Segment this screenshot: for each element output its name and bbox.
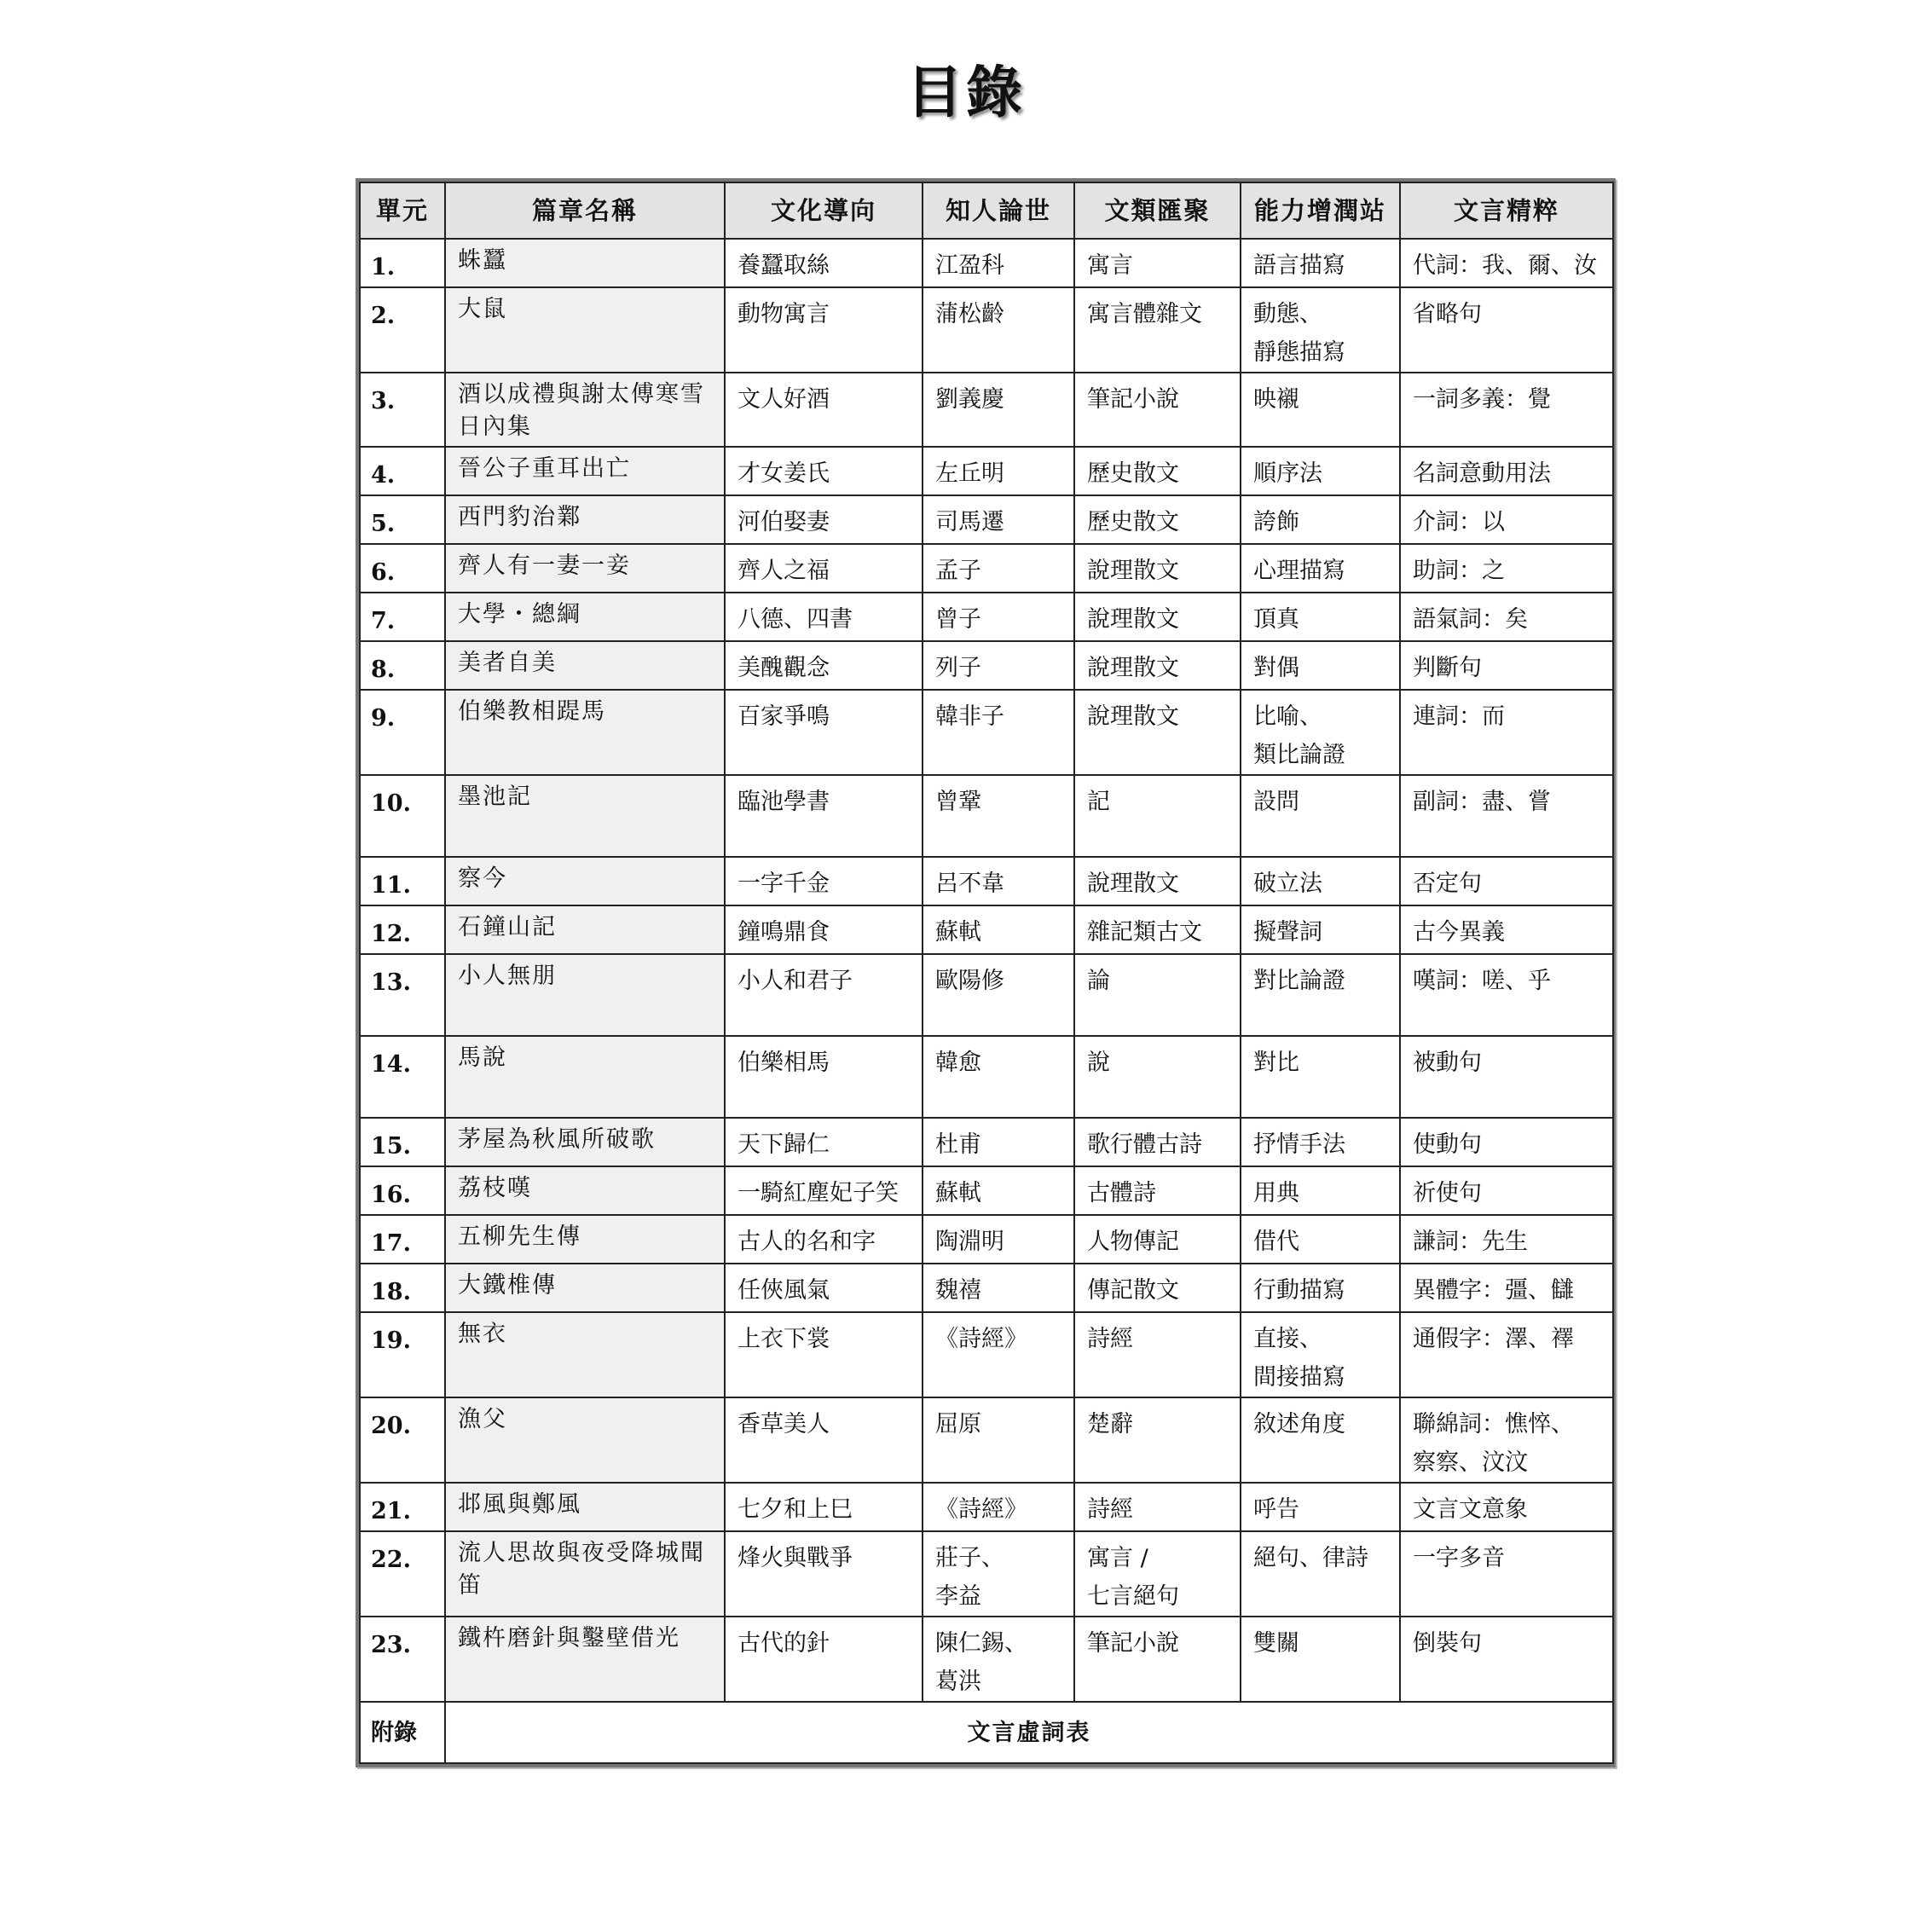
author-cell: 《詩經》 <box>923 1312 1074 1397</box>
skill-cell: 呼告 <box>1241 1483 1400 1531</box>
unit-cell: 17. <box>360 1215 445 1264</box>
skill-cell: 比喻、 類比論證 <box>1241 690 1400 775</box>
table-row <box>360 641 1613 690</box>
chapter-name-cell: 流人思故與夜受降城聞笛 <box>445 1531 725 1617</box>
classical-cell: 聯綿詞：憔悴、 察察、汶汶 <box>1400 1397 1613 1483</box>
author-cell: 司馬遷 <box>923 495 1074 544</box>
genre-cell: 歌行體古詩 <box>1074 1118 1241 1166</box>
genre-cell: 說 <box>1074 1036 1241 1118</box>
culture-cell: 臨池學書 <box>725 775 923 857</box>
genre-cell: 說理散文 <box>1074 857 1241 905</box>
table-row <box>360 593 1613 641</box>
classical-cell: 副詞：盡、嘗 <box>1400 775 1613 857</box>
genre-cell: 雜記類古文 <box>1074 905 1241 954</box>
classical-cell: 介詞：以 <box>1400 495 1613 544</box>
author-cell: 杜甫 <box>923 1118 1074 1166</box>
culture-cell: 古人的名和字 <box>725 1215 923 1264</box>
unit-cell: 8. <box>360 641 445 690</box>
table-row <box>360 544 1613 593</box>
table-row <box>360 857 1613 905</box>
classical-cell: 名詞意動用法 <box>1400 447 1613 495</box>
unit-cell: 15. <box>360 1118 445 1166</box>
table-row <box>360 1312 1613 1397</box>
table-row <box>360 495 1613 544</box>
classical-cell: 謙詞：先生 <box>1400 1215 1613 1264</box>
classical-cell: 否定句 <box>1400 857 1613 905</box>
genre-cell: 楚辭 <box>1074 1397 1241 1483</box>
skill-cell: 絕句、律詩 <box>1241 1531 1400 1617</box>
author-cell: 曾子 <box>923 593 1074 641</box>
chapter-name-cell: 邶風與鄭風 <box>445 1483 725 1531</box>
classical-cell: 一詞多義：覺 <box>1400 373 1613 447</box>
skill-cell: 敘述角度 <box>1241 1397 1400 1483</box>
chapter-name-cell: 墨池記 <box>445 775 725 857</box>
genre-cell: 說理散文 <box>1074 641 1241 690</box>
skill-cell: 用典 <box>1241 1166 1400 1215</box>
culture-cell: 任俠風氣 <box>725 1264 923 1312</box>
skill-cell: 直接、 間接描寫 <box>1241 1312 1400 1397</box>
classical-cell: 嘆詞：嗟、乎 <box>1400 954 1613 1036</box>
culture-cell: 文人好酒 <box>725 373 923 447</box>
unit-cell: 22. <box>360 1531 445 1617</box>
author-cell: 莊子、 李益 <box>923 1531 1074 1617</box>
author-cell: 蘇軾 <box>923 1166 1074 1215</box>
chapter-name-cell: 馬說 <box>445 1036 725 1118</box>
chapter-name-cell: 齊人有一妻一妾 <box>445 544 725 593</box>
chapter-name-cell: 大鐵椎傳 <box>445 1264 725 1312</box>
chapter-name-cell: 蛛蠶 <box>445 239 725 287</box>
skill-cell: 雙關 <box>1241 1617 1400 1702</box>
genre-cell: 人物傳記 <box>1074 1215 1241 1264</box>
classical-cell: 古今異義 <box>1400 905 1613 954</box>
header-skill: 能力增潤站 <box>1241 182 1400 239</box>
skill-cell: 對比論證 <box>1241 954 1400 1036</box>
author-cell: 蒲松齡 <box>923 287 1074 373</box>
classical-cell: 異體字：彊、讎 <box>1400 1264 1613 1312</box>
author-cell: 左丘明 <box>923 447 1074 495</box>
culture-cell: 才女姜氏 <box>725 447 923 495</box>
table-row <box>360 690 1613 775</box>
culture-cell: 伯樂相馬 <box>725 1036 923 1118</box>
skill-cell: 映襯 <box>1241 373 1400 447</box>
culture-cell: 古代的針 <box>725 1617 923 1702</box>
culture-cell: 一騎紅塵妃子笑 <box>725 1166 923 1215</box>
appendix-content: 文言虛詞表 <box>445 1702 1613 1763</box>
skill-cell: 抒情手法 <box>1241 1118 1400 1166</box>
header-chapter-name: 篇章名稱 <box>445 182 725 239</box>
genre-cell: 寓言 <box>1074 239 1241 287</box>
author-cell: 蘇軾 <box>923 905 1074 954</box>
table-row <box>360 447 1613 495</box>
culture-cell: 天下歸仁 <box>725 1118 923 1166</box>
header-author: 知人論世 <box>923 182 1074 239</box>
classical-cell: 判斷句 <box>1400 641 1613 690</box>
header-genre: 文類匯聚 <box>1074 182 1241 239</box>
author-cell: 屈原 <box>923 1397 1074 1483</box>
author-cell: 列子 <box>923 641 1074 690</box>
chapter-name-cell: 晉公子重耳出亡 <box>445 447 725 495</box>
chapter-name-cell: 荔枝嘆 <box>445 1166 725 1215</box>
classical-cell: 使動句 <box>1400 1118 1613 1166</box>
table-row <box>360 1397 1613 1483</box>
chapter-name-cell: 美者自美 <box>445 641 725 690</box>
genre-cell: 論 <box>1074 954 1241 1036</box>
table-row <box>360 239 1613 287</box>
header-classical: 文言精粹 <box>1400 182 1613 239</box>
culture-cell: 一字千金 <box>725 857 923 905</box>
classical-cell: 連詞：而 <box>1400 690 1613 775</box>
author-cell: 孟子 <box>923 544 1074 593</box>
skill-cell: 對比 <box>1241 1036 1400 1118</box>
author-cell: 魏禧 <box>923 1264 1074 1312</box>
chapter-name-cell: 西門豹治鄴 <box>445 495 725 544</box>
table-row <box>360 373 1613 447</box>
unit-cell: 23. <box>360 1617 445 1702</box>
skill-cell: 頂真 <box>1241 593 1400 641</box>
skill-cell: 順序法 <box>1241 447 1400 495</box>
table-row <box>360 1617 1613 1702</box>
unit-cell: 6. <box>360 544 445 593</box>
genre-cell: 筆記小說 <box>1074 1617 1241 1702</box>
unit-cell: 13. <box>360 954 445 1036</box>
unit-cell: 4. <box>360 447 445 495</box>
unit-cell: 20. <box>360 1397 445 1483</box>
chapter-name-cell: 茅屋為秋風所破歌 <box>445 1118 725 1166</box>
toc-table <box>359 182 1614 1764</box>
skill-cell: 心理描寫 <box>1241 544 1400 593</box>
unit-cell: 21. <box>360 1483 445 1531</box>
table-row <box>360 1215 1613 1264</box>
page-title: 目錄 <box>906 59 1026 125</box>
unit-cell: 10. <box>360 775 445 857</box>
culture-cell: 百家爭鳴 <box>725 690 923 775</box>
table-row <box>360 1118 1613 1166</box>
classical-cell: 一字多音 <box>1400 1531 1613 1617</box>
genre-cell: 說理散文 <box>1074 690 1241 775</box>
author-cell: 韓非子 <box>923 690 1074 775</box>
skill-cell: 擬聲詞 <box>1241 905 1400 954</box>
skill-cell: 破立法 <box>1241 857 1400 905</box>
culture-cell: 小人和君子 <box>725 954 923 1036</box>
author-cell: 陶淵明 <box>923 1215 1074 1264</box>
classical-cell: 被動句 <box>1400 1036 1613 1118</box>
header-row <box>360 182 1613 239</box>
chapter-name-cell: 酒以成禮與謝太傅寒雪日內集 <box>445 373 725 447</box>
unit-cell: 14. <box>360 1036 445 1118</box>
table-of-contents <box>356 178 1616 1767</box>
classical-cell: 文言文意象 <box>1400 1483 1613 1531</box>
culture-cell: 美醜觀念 <box>725 641 923 690</box>
genre-cell: 古體詩 <box>1074 1166 1241 1215</box>
author-cell: 歐陽修 <box>923 954 1074 1036</box>
unit-cell: 2. <box>360 287 445 373</box>
classical-cell: 語氣詞：矣 <box>1400 593 1613 641</box>
culture-cell: 動物寓言 <box>725 287 923 373</box>
culture-cell: 八德、四書 <box>725 593 923 641</box>
classical-cell: 代詞：我、爾、汝 <box>1400 239 1613 287</box>
unit-cell: 12. <box>360 905 445 954</box>
skill-cell: 借代 <box>1241 1215 1400 1264</box>
skill-cell: 行動描寫 <box>1241 1264 1400 1312</box>
classical-cell: 倒裝句 <box>1400 1617 1613 1702</box>
unit-cell: 18. <box>360 1264 445 1312</box>
culture-cell: 養蠶取絲 <box>725 239 923 287</box>
unit-cell: 3. <box>360 373 445 447</box>
skill-cell: 設問 <box>1241 775 1400 857</box>
table-row <box>360 1531 1613 1617</box>
author-cell: 曾鞏 <box>923 775 1074 857</box>
table-row <box>360 775 1613 857</box>
chapter-name-cell: 察今 <box>445 857 725 905</box>
author-cell: 陳仁錫、 葛洪 <box>923 1617 1074 1702</box>
chapter-name-cell: 伯樂教相踶馬 <box>445 690 725 775</box>
chapter-name-cell: 大鼠 <box>445 287 725 373</box>
genre-cell: 詩經 <box>1074 1483 1241 1531</box>
chapter-name-cell: 大學・總綱 <box>445 593 725 641</box>
classical-cell: 省略句 <box>1400 287 1613 373</box>
culture-cell: 上衣下裳 <box>725 1312 923 1397</box>
table-row <box>360 287 1613 373</box>
unit-cell: 9. <box>360 690 445 775</box>
author-cell: 韓愈 <box>923 1036 1074 1118</box>
chapter-name-cell: 漁父 <box>445 1397 725 1483</box>
genre-cell: 詩經 <box>1074 1312 1241 1397</box>
author-cell: 《詩經》 <box>923 1483 1074 1531</box>
chapter-name-cell: 小人無朋 <box>445 954 725 1036</box>
chapter-name-cell: 鐵杵磨針與鑿壁借光 <box>445 1617 725 1702</box>
culture-cell: 香草美人 <box>725 1397 923 1483</box>
skill-cell: 對偶 <box>1241 641 1400 690</box>
author-cell: 江盈科 <box>923 239 1074 287</box>
chapter-name-cell: 五柳先生傳 <box>445 1215 725 1264</box>
genre-cell: 記 <box>1074 775 1241 857</box>
genre-cell: 筆記小說 <box>1074 373 1241 447</box>
table-row <box>360 1036 1613 1118</box>
genre-cell: 寓言體雜文 <box>1074 287 1241 373</box>
culture-cell: 河伯娶妻 <box>725 495 923 544</box>
culture-cell: 七夕和上巳 <box>725 1483 923 1531</box>
classical-cell: 祈使句 <box>1400 1166 1613 1215</box>
table-row <box>360 905 1613 954</box>
genre-cell: 傳記散文 <box>1074 1264 1241 1312</box>
skill-cell: 語言描寫 <box>1241 239 1400 287</box>
unit-cell: 19. <box>360 1312 445 1397</box>
unit-cell: 1. <box>360 239 445 287</box>
skill-cell: 誇飾 <box>1241 495 1400 544</box>
toc-body <box>360 239 1613 1702</box>
genre-cell: 歷史散文 <box>1074 447 1241 495</box>
table-row <box>360 1483 1613 1531</box>
chapter-name-cell: 石鐘山記 <box>445 905 725 954</box>
author-cell: 劉義慶 <box>923 373 1074 447</box>
unit-cell: 7. <box>360 593 445 641</box>
table-row <box>360 1166 1613 1215</box>
appendix-row <box>360 1702 1613 1763</box>
table-row <box>360 1264 1613 1312</box>
genre-cell: 說理散文 <box>1074 544 1241 593</box>
unit-cell: 11. <box>360 857 445 905</box>
classical-cell: 通假字：澤、襗 <box>1400 1312 1613 1397</box>
appendix-label: 附錄 <box>360 1702 445 1763</box>
genre-cell: 寓言 / 七言絕句 <box>1074 1531 1241 1617</box>
skill-cell: 動態、 靜態描寫 <box>1241 287 1400 373</box>
header-culture: 文化導向 <box>725 182 923 239</box>
culture-cell: 齊人之福 <box>725 544 923 593</box>
classical-cell: 助詞：之 <box>1400 544 1613 593</box>
unit-cell: 5. <box>360 495 445 544</box>
table-row <box>360 954 1613 1036</box>
header-unit: 單元 <box>360 182 445 239</box>
chapter-name-cell: 無衣 <box>445 1312 725 1397</box>
genre-cell: 歷史散文 <box>1074 495 1241 544</box>
unit-cell: 16. <box>360 1166 445 1215</box>
genre-cell: 說理散文 <box>1074 593 1241 641</box>
culture-cell: 烽火與戰爭 <box>725 1531 923 1617</box>
author-cell: 呂不韋 <box>923 857 1074 905</box>
culture-cell: 鐘鳴鼎食 <box>725 905 923 954</box>
